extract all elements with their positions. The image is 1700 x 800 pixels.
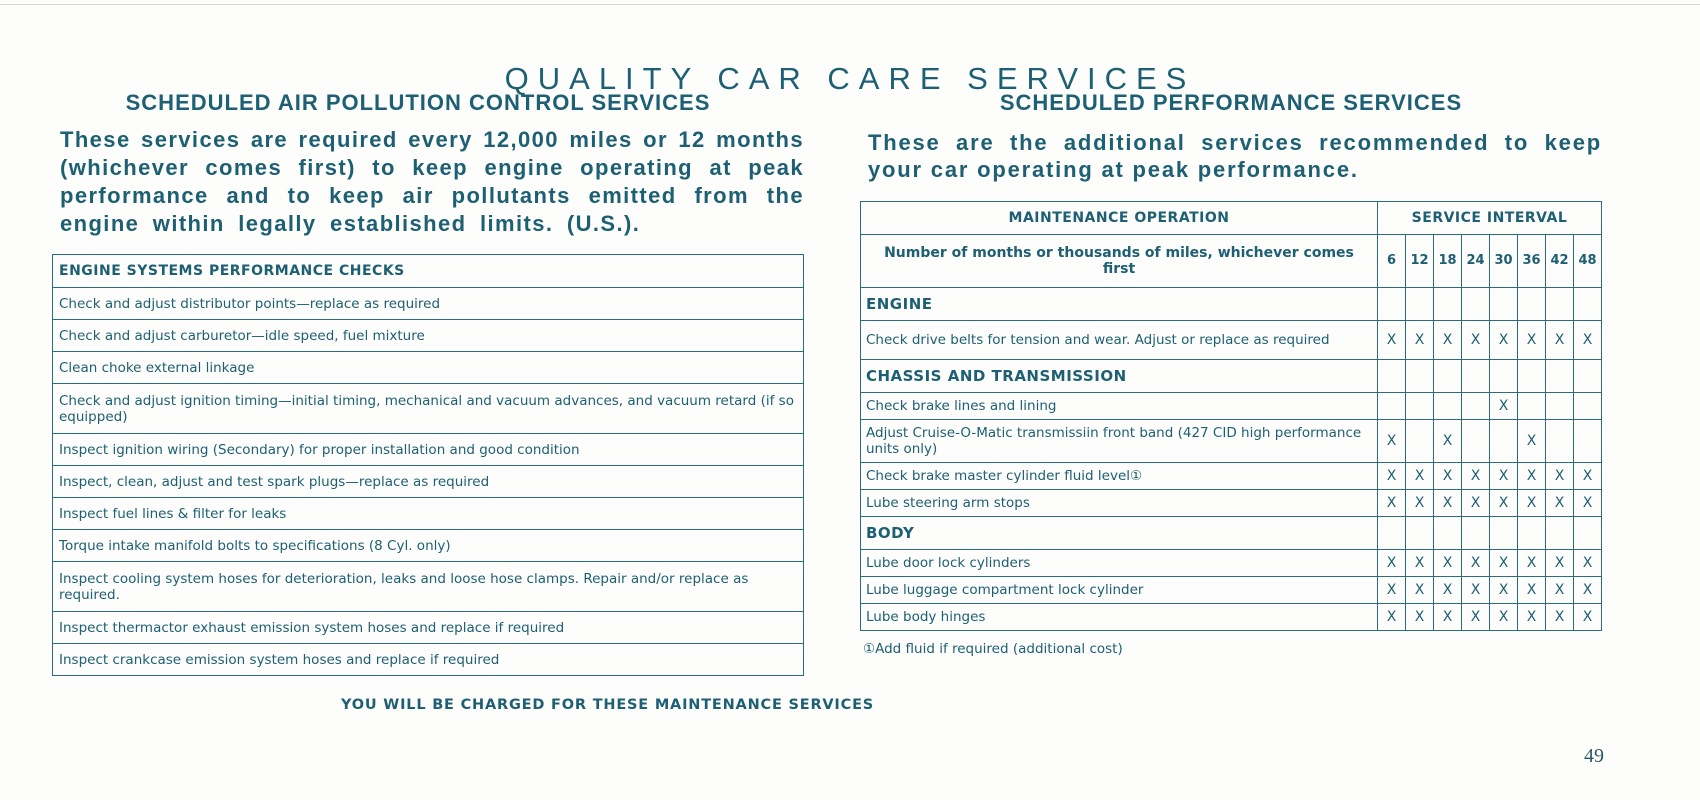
maintenance-operation-header: MAINTENANCE OPERATION: [861, 202, 1378, 235]
service-interval-header: SERVICE INTERVAL: [1378, 202, 1602, 235]
interval-mark: [1574, 420, 1602, 463]
interval-mark: X: [1546, 490, 1574, 517]
interval-24: 24: [1462, 235, 1490, 288]
air-pollution-section: [52, 90, 804, 668]
interval-mark: [1546, 393, 1574, 420]
empty-cell: [1462, 360, 1490, 393]
interval-mark: X: [1574, 577, 1602, 604]
interval-mark: X: [1518, 321, 1546, 360]
intro-line: (whichever comes first) to keep engine operating at peak: [60, 155, 804, 180]
interval-mark: X: [1462, 604, 1490, 631]
performance-section: [860, 90, 1602, 657]
interval-mark: X: [1434, 577, 1462, 604]
empty-cell: [1406, 517, 1434, 550]
empty-cell: [1462, 288, 1490, 321]
check-item: Check and adjust ignition timing—initial timing, mechanical and vacuum advances, and vacuum retard (if so equipped): [53, 384, 804, 434]
section-row: [861, 360, 1602, 393]
interval-mark: X: [1518, 577, 1546, 604]
interval-mark: [1462, 393, 1490, 420]
air-pollution-intro: [60, 126, 804, 238]
interval-mark: X: [1378, 321, 1406, 360]
interval-mark: X: [1378, 604, 1406, 631]
interval-mark: [1546, 420, 1574, 463]
interval-mark: [1434, 393, 1462, 420]
intro-line: engine within legally established limits. (U.S.).: [60, 211, 641, 236]
interval-mark: X: [1518, 490, 1546, 517]
check-item: Inspect fuel lines & filter for leaks: [53, 498, 804, 530]
interval-mark: X: [1518, 420, 1546, 463]
interval-30: 30: [1490, 235, 1518, 288]
interval-mark: X: [1406, 463, 1434, 490]
interval-mark: X: [1378, 490, 1406, 517]
operation-row: [861, 393, 1602, 420]
empty-cell: [1490, 360, 1518, 393]
check-item: Torque intake manifold bolts to specifications (8 Cyl. only): [53, 530, 804, 562]
page-top-edge: [0, 4, 1700, 5]
check-item: Clean choke external linkage: [53, 352, 804, 384]
operation-row: [861, 321, 1602, 360]
interval-mark: X: [1378, 420, 1406, 463]
interval-mark: X: [1434, 490, 1462, 517]
interval-mark: X: [1546, 463, 1574, 490]
interval-mark: X: [1378, 550, 1406, 577]
interval-mark: X: [1378, 577, 1406, 604]
empty-cell: [1518, 517, 1546, 550]
charged-notice: YOU WILL BE CHARGED FOR THESE MAINTENANCE SERVICES: [340, 697, 875, 713]
performance-intro: [868, 129, 1602, 183]
interval-mark: X: [1434, 604, 1462, 631]
interval-mark: X: [1518, 604, 1546, 631]
empty-cell: [1574, 288, 1602, 321]
interval-mark: X: [1574, 463, 1602, 490]
interval-mark: X: [1490, 321, 1518, 360]
interval-mark: X: [1490, 550, 1518, 577]
page-number: 49: [1584, 745, 1604, 767]
interval-mark: X: [1574, 550, 1602, 577]
empty-cell: [1546, 517, 1574, 550]
empty-cell: [1462, 517, 1490, 550]
empty-cell: [1434, 288, 1462, 321]
interval-42: 42: [1546, 235, 1574, 288]
empty-cell: [1406, 360, 1434, 393]
interval-mark: X: [1490, 393, 1518, 420]
operation-row: [861, 463, 1602, 490]
empty-cell: [1434, 517, 1462, 550]
check-item: Check and adjust carburetor—idle speed, fuel mixture: [53, 320, 804, 352]
empty-cell: [1518, 288, 1546, 321]
interval-48: 48: [1574, 235, 1602, 288]
section-row: [861, 517, 1602, 550]
interval-mark: X: [1574, 604, 1602, 631]
interval-mark: X: [1462, 577, 1490, 604]
performance-rows: [861, 288, 1602, 631]
interval-mark: X: [1518, 550, 1546, 577]
interval-mark: X: [1406, 577, 1434, 604]
operation-row: [861, 604, 1602, 631]
empty-cell: [1406, 288, 1434, 321]
interval-6: 6: [1378, 235, 1406, 288]
operation-row: [861, 490, 1602, 517]
empty-cell: [1490, 517, 1518, 550]
page-title: QUALITY CAR CARE SERVICES: [504, 60, 1196, 96]
operation-label: Check brake master cylinder fluid level①: [861, 463, 1378, 490]
interval-mark: X: [1406, 550, 1434, 577]
empty-cell: [1490, 288, 1518, 321]
interval-mark: X: [1462, 490, 1490, 517]
interval-mark: X: [1434, 420, 1462, 463]
intro-line: These services are required every 12,000 miles or 12 months: [60, 127, 804, 152]
operation-label: Lube body hinges: [861, 604, 1378, 631]
interval-mark: X: [1462, 463, 1490, 490]
interval-18: 18: [1434, 235, 1462, 288]
interval-36: 36: [1518, 235, 1546, 288]
check-item: Check and adjust distributor points—replace as required: [53, 288, 804, 320]
check-item: Inspect, clean, adjust and test spark plugs—replace as required: [53, 466, 804, 498]
operation-label: Lube luggage compartment lock cylinder: [861, 577, 1378, 604]
empty-cell: [1546, 360, 1574, 393]
interval-mark: [1406, 393, 1434, 420]
interval-mark: [1518, 393, 1546, 420]
interval-mark: X: [1490, 577, 1518, 604]
performance-table: [860, 201, 1602, 631]
interval-mark: X: [1378, 463, 1406, 490]
interval-mark: X: [1490, 604, 1518, 631]
engine-checks-table: [52, 254, 804, 676]
interval-mark: X: [1574, 490, 1602, 517]
operation-row: [861, 577, 1602, 604]
section-row: [861, 288, 1602, 321]
interval-mark: [1490, 420, 1518, 463]
interval-mark: [1378, 393, 1406, 420]
intro-line: your car operating at peak performance.: [868, 157, 1359, 182]
interval-mark: X: [1546, 321, 1574, 360]
interval-mark: X: [1434, 321, 1462, 360]
operation-label: Lube steering arm stops: [861, 490, 1378, 517]
empty-cell: [1574, 360, 1602, 393]
interval-mark: X: [1574, 321, 1602, 360]
interval-mark: X: [1434, 463, 1462, 490]
operation-row: [861, 420, 1602, 463]
empty-cell: [1574, 517, 1602, 550]
empty-cell: [1546, 288, 1574, 321]
section-label: ENGINE: [861, 288, 1378, 321]
footnote: ①Add fluid if required (additional cost): [863, 641, 1123, 657]
interval-mark: X: [1546, 577, 1574, 604]
check-item: Inspect crankcase emission system hoses and replace if required: [53, 644, 804, 676]
section-label: CHASSIS AND TRANSMISSION: [861, 360, 1378, 393]
air-pollution-subtitle: SCHEDULED AIR POLLUTION CONTROL SERVICES: [125, 90, 711, 115]
interval-mark: X: [1406, 604, 1434, 631]
performance-subtitle: SCHEDULED PERFORMANCE SERVICES: [999, 90, 1463, 115]
interval-mark: X: [1406, 490, 1434, 517]
interval-mark: X: [1490, 490, 1518, 517]
intro-line: These are the additional services recommended to keep: [868, 130, 1602, 155]
interval-mark: [1406, 420, 1434, 463]
interval-mark: X: [1434, 550, 1462, 577]
interval-12: 12: [1406, 235, 1434, 288]
interval-mark: [1462, 420, 1490, 463]
interval-mark: X: [1518, 463, 1546, 490]
interval-mark: X: [1462, 550, 1490, 577]
empty-cell: [1518, 360, 1546, 393]
check-item: Inspect cooling system hoses for deterioration, leaks and loose hose clamps. Repair and/or replace as required.: [53, 562, 804, 612]
interval-mark: X: [1546, 604, 1574, 631]
interval-mark: X: [1490, 463, 1518, 490]
operation-label: Check drive belts for tension and wear. Adjust or replace as required: [861, 321, 1378, 360]
empty-cell: [1378, 288, 1406, 321]
operation-label: Lube door lock cylinders: [861, 550, 1378, 577]
interval-mark: [1574, 393, 1602, 420]
engine-checks-header: ENGINE SYSTEMS PERFORMANCE CHECKS: [53, 255, 804, 288]
intro-line: performance and to keep air pollutants emitted from the: [60, 183, 804, 208]
section-label: BODY: [861, 517, 1378, 550]
operation-label: Adjust Cruise-O-Matic transmissiin front band (427 CID high performance units only): [861, 420, 1378, 463]
interval-description: Number of months or thousands of miles, whichever comes first: [861, 235, 1378, 288]
interval-mark: X: [1406, 321, 1434, 360]
interval-mark: X: [1546, 550, 1574, 577]
check-item: Inspect ignition wiring (Secondary) for proper installation and good condition: [53, 434, 804, 466]
empty-cell: [1378, 360, 1406, 393]
check-item: Inspect thermactor exhaust emission system hoses and replace if required: [53, 612, 804, 644]
empty-cell: [1434, 360, 1462, 393]
operation-row: [861, 550, 1602, 577]
empty-cell: [1378, 517, 1406, 550]
interval-mark: X: [1462, 321, 1490, 360]
operation-label: Check brake lines and lining: [861, 393, 1378, 420]
